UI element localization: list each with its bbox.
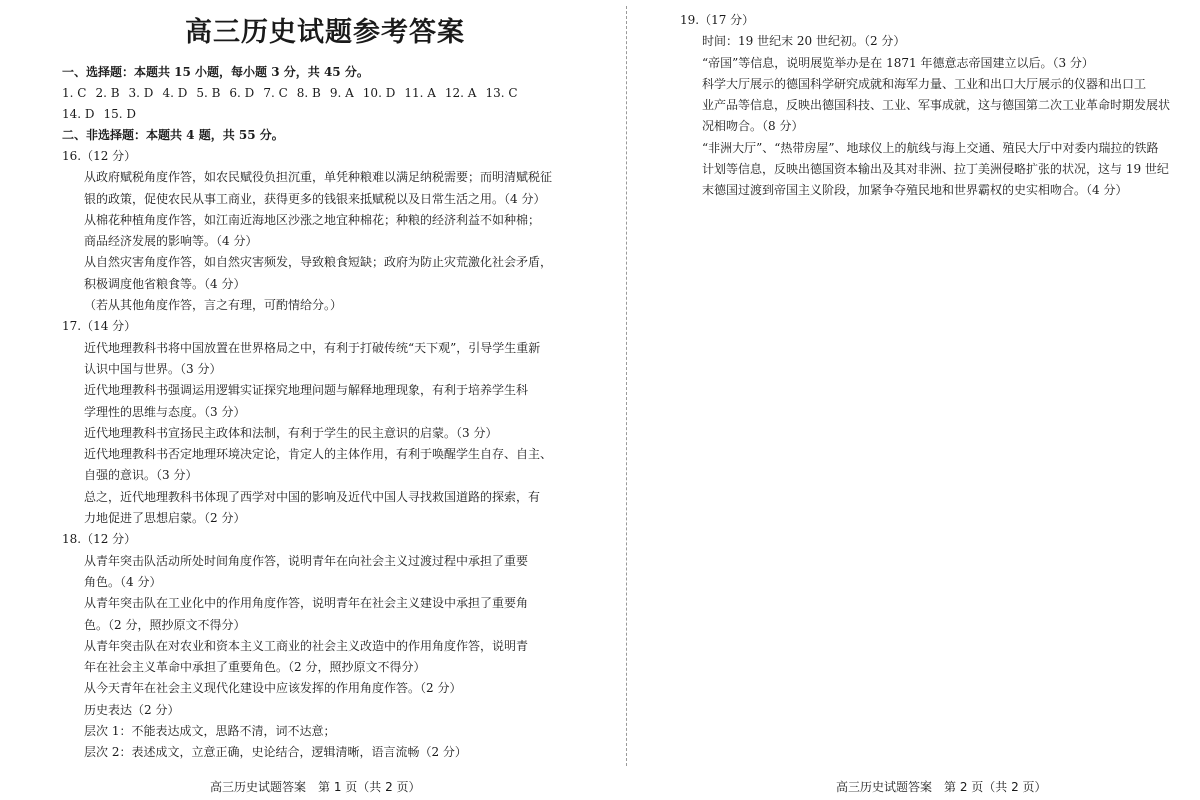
question-16-answer: [62, 167, 588, 316]
answer-line: 况相吻合。（8 分）: [702, 119, 804, 134]
answer-line: “帝国”等信息，说明展览举办是在 1871 年德意志帝国建立以后。（3 分）: [702, 55, 1094, 70]
question-19-heading: 19.（17 分）: [680, 13, 755, 27]
answer-line: 近代地理教科书强调运用逻辑实证探究地理问题与解释地理现象，有利于培养学生科: [84, 383, 529, 398]
answer-line: 业产品等信息，反映出德国科技、工业、军事成就，这与德国第二次工业革命时期发展状: [702, 98, 1171, 113]
page-2-footer: 高三历史试题答案 第 2 页（共 2 页）: [836, 780, 1047, 794]
mc-answer: 11. A: [404, 86, 436, 100]
answer-line: 层次 1：不能表达成文，思路不清，词不达意；: [84, 724, 336, 739]
answer-line: 总之，近代地理教科书体现了西学对中国的影响及近代中国人寻找救国道路的探索，有: [84, 489, 541, 504]
answer-line: 计划等信息，反映出德国资本输出及其对非洲、拉丁美洲侵略扩张的状况，这与 19 世纪: [702, 162, 1169, 177]
mc-answer: 7. C: [263, 86, 288, 100]
question-17-answer: [62, 338, 588, 530]
answer-line: 近代地理教科书将中国放置在世界格局之中，有利于打破传统“天下观”，引导学生重新: [84, 340, 541, 355]
answer-line: 角色。（4 分）: [84, 574, 162, 589]
mc-answer: 8. B: [296, 86, 321, 100]
answer-line: 银的政策，促使农民从事工商业，获得更多的钱银来抵赋税以及日常生活之用。（4 分）: [84, 191, 546, 206]
answer-line: （若从其他角度作答，言之有理，可酌情给分。）: [84, 298, 343, 313]
section-multiple-choice-heading: 一、选择题：本题共 15 小题，每小题 3 分，共 45 分。: [62, 65, 369, 79]
page-title: 高三历史试题参考答案: [185, 17, 465, 48]
answer-line: “非洲大厅”、“热带房屋”、地球仪上的航线与海上交通、殖民大厅中对委内瑞拉的铁路: [702, 140, 1159, 155]
answer-line: 从青年突击队活动所处时间角度作答，说明青年在向社会主义过渡过程中承担了重要: [84, 553, 529, 568]
question-16-heading: 16.（12 分）: [62, 149, 137, 163]
answer-line: 层次 2：表述成文，立意正确，史论结合，逻辑清晰，语言流畅（2 分）: [84, 745, 467, 760]
mc-answers-row-1: [62, 83, 588, 104]
page-1-footer: 高三历史试题答案 第 1 页（共 2 页）: [210, 780, 421, 794]
answer-line: 积极调度他省粮食等。（4 分）: [84, 276, 246, 291]
question-19-answer: [680, 31, 1178, 201]
mc-answer: 6. D: [229, 86, 255, 100]
answer-line: 从今天青年在社会主义现代化建设中应该发挥的作用角度作答。（2 分）: [84, 681, 462, 696]
answer-line: 从自然灾害角度作答，如自然灾害频发，导致粮食短缺；政府为防止灾荒激化社会矛盾，: [84, 255, 553, 270]
page-1: [62, 16, 588, 764]
mc-answer: 14. D: [62, 107, 95, 121]
answer-line: 学理性的思维与态度。（3 分）: [84, 404, 246, 419]
answer-line: 科学大厅展示的德国科学研究成就和海军力量、工业和出口大厅展示的仪器和出口工: [702, 76, 1147, 91]
answer-line: 近代地理教科书宣扬民主政体和法制，有利于学生的民主意识的启蒙。（3 分）: [84, 425, 498, 440]
mc-answer: 15. D: [103, 107, 137, 121]
answer-line: 从青年突击队在工业化中的作用角度作答，说明青年在社会主义建设中承担了重要角: [84, 596, 529, 611]
mc-answer: 9. A: [329, 86, 354, 100]
answer-line: 自强的意识。（3 分）: [84, 468, 198, 483]
answer-line: 历史表达（2 分）: [84, 702, 180, 717]
answer-line: 从青年突击队在对农业和资本主义工商业的社会主义改造中的作用角度作答，说明青: [84, 638, 529, 653]
mc-answer: 10. D: [362, 86, 396, 100]
answer-line: 末德国过渡到帝国主义阶段，加紧争夺殖民地和世界霸权的史实相吻合。（4 分）: [702, 183, 1128, 198]
answer-line: 商品经济发展的影响等。（4 分）: [84, 234, 258, 249]
page-2: [680, 10, 1178, 202]
mc-answer: 4. D: [162, 86, 188, 100]
mc-answer: 13. C: [485, 86, 518, 100]
mc-answer: 12. A: [444, 86, 477, 100]
section-open-questions-heading: 二、非选择题：本题共 4 题，共 55 分。: [62, 128, 284, 142]
question-18-heading: 18.（12 分）: [62, 532, 137, 547]
answer-line: 色。（2 分，照抄原文不得分）: [84, 617, 246, 632]
answer-line: 认识中国与世界。（3 分）: [84, 361, 222, 376]
page-divider: [626, 6, 627, 766]
mc-answers-row-2: [62, 104, 588, 125]
mc-answer: 5. B: [196, 86, 221, 100]
answer-line: 从棉花种植角度作答，如江南近海地区沙涨之地宜种棉花；种粮的经济利益不如种棉；: [84, 212, 541, 227]
mc-answer: 3. D: [128, 86, 154, 100]
answer-line: 时间：19 世纪末 20 世纪初。（2 分）: [702, 34, 906, 49]
mc-answer: 2. B: [95, 86, 120, 100]
answer-line: 近代地理教科书否定地理环境决定论，肯定人的主体作用，有利于唤醒学生自存、自主、: [84, 447, 553, 462]
answer-line: 从政府赋税角度作答，如农民赋役负担沉重，单凭种粮难以满足纳税需要；而明清赋税征: [84, 170, 553, 185]
question-17-heading: 17.（14 分）: [62, 319, 137, 334]
answer-line: 力地促进了思想启蒙。（2 分）: [84, 511, 246, 526]
mc-answer: 1. C: [62, 86, 87, 100]
answer-line: 年在社会主义革命中承担了重要角色。（2 分，照抄原文不得分）: [84, 660, 426, 675]
question-18-answer: [62, 551, 588, 764]
